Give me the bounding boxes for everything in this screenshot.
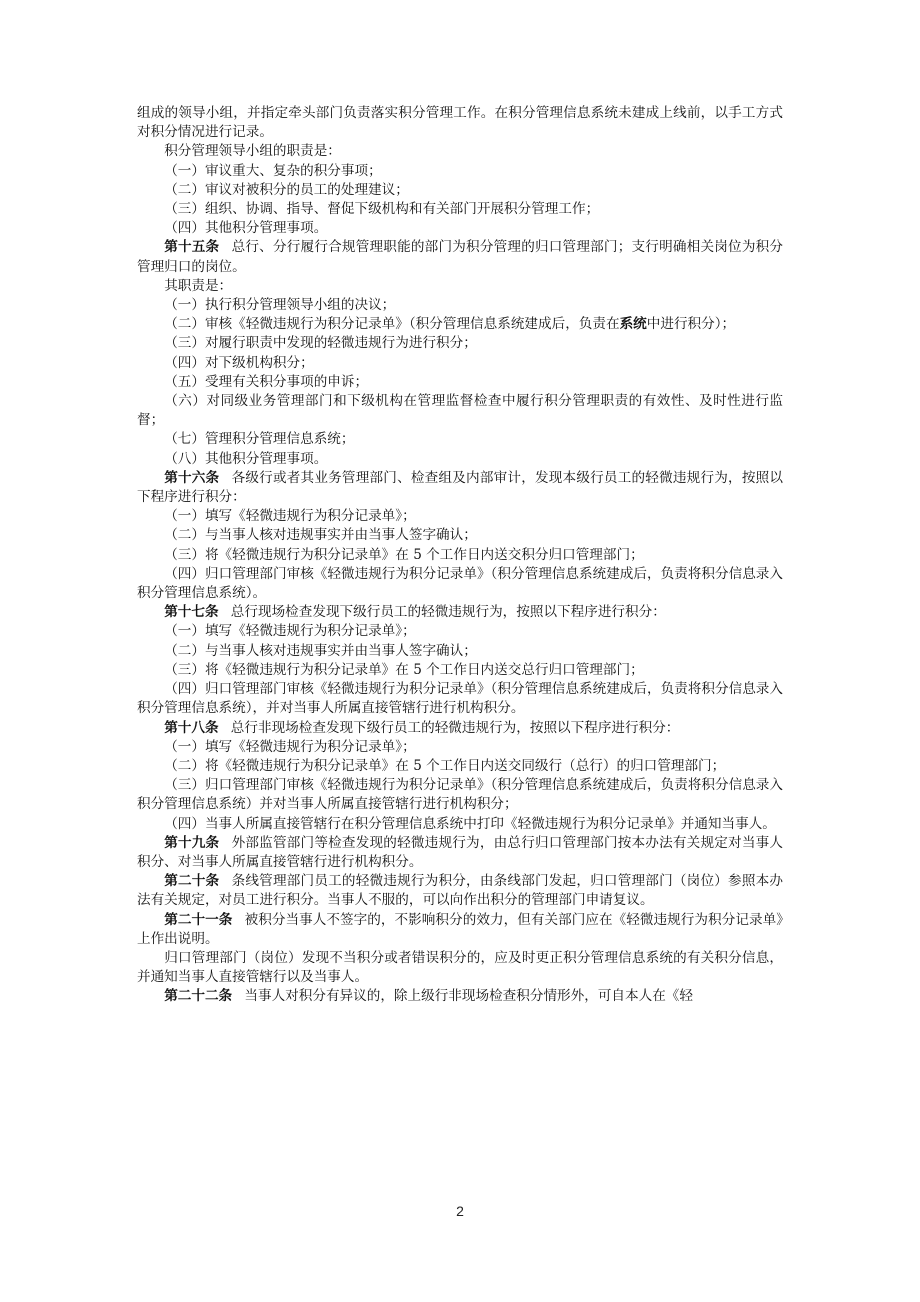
article-text: 总行现场检查发现下级行员工的轻微违规行为，按照以下程序进行积分： — [230, 604, 666, 621]
article-text: 条线管理部门员工的轻微违规行为积分，由条线部门发起，归口管理部门（岗位）参照本办法有关规定，对员工进行积分。当事人不服的，可以向作出积分的管理部门申请复议。 — [137, 873, 784, 909]
article-paragraph — [137, 872, 783, 910]
paragraph: （五）受理有关积分事项的申诉； — [164, 373, 369, 390]
paragraph: （三）组织、协调、指导、督促下级机构和有关部门开展积分管理工作； — [164, 201, 600, 218]
paragraph: （一）填写《轻微违规行为积分记录单》； — [164, 623, 416, 640]
paragraph: （三）将《轻微违规行为积分记录单》在 5 个工作日内送交积分归口管理部门； — [164, 546, 644, 563]
article-text: 被积分当事人不签字的，不影响积分的效力，但有关部门应在《轻微违规行为积分记录单》上作出说明。 — [137, 911, 784, 947]
article-text: 总行非现场检查发现下级行员工的轻微违规行为，按照以下程序进行积分： — [230, 719, 680, 736]
paragraph: （一）填写《轻微违规行为积分记录单》； — [164, 508, 416, 525]
paragraph: （八）其他积分管理事项。 — [164, 450, 328, 467]
article-paragraph — [137, 603, 783, 622]
paragraph: 积分管理领导小组的职责是： — [164, 143, 341, 160]
article-number: 第二十一条 — [164, 911, 233, 928]
article-number: 第十五条 — [164, 239, 220, 256]
article-paragraph — [137, 987, 783, 1006]
continuation-paragraph: 组成的领导小组，并指定牵头部门负责落实积分管理工作。在积分管理信息系统未建成上线前，以手工方式对积分情况进行记录。 — [137, 105, 783, 141]
paragraph: （三）归口管理部门审核《轻微违规行为积分记录单》（积分管理信息系统建成后，负责将积分信息录入积分管理信息系统）并对当事人所属直接管辖行进行机构积分； — [137, 777, 783, 813]
article-number: 第二十二条 — [164, 988, 233, 1005]
bold-term: 系统 — [619, 316, 647, 333]
list-paragraph — [137, 315, 783, 334]
article-text: 总行、分行履行合规管理职能的部门为积分管理的归口管理部门；支行明确相关岗位为积分管理归口的岗位。 — [137, 239, 784, 275]
paragraph-text: （二）审核《轻微违规行为积分记录单》（积分管理信息系统建成后，负责在 — [164, 316, 620, 333]
paragraph: （七）管理积分管理信息系统； — [164, 431, 355, 448]
paragraph: （四）归口管理部门审核《轻微违规行为积分记录单》（积分管理信息系统建成后，负责将积分信息录入积分管理信息系统），并对当事人所属直接管辖行进行机构积分。 — [137, 681, 783, 717]
article-paragraph — [137, 238, 783, 276]
paragraph: （四）对下级机构积分； — [164, 354, 314, 371]
paragraph: （四）其他积分管理事项。 — [164, 220, 328, 237]
article-number: 第十八条 — [164, 719, 219, 736]
article-paragraph — [137, 911, 783, 949]
page-number: 2 — [456, 1203, 464, 1219]
paragraph-text: 中进行积分）； — [646, 316, 736, 333]
article-paragraph — [137, 719, 783, 738]
paragraph: （四）当事人所属直接管辖行在积分管理信息系统中打印《轻微违规行为积分记录单》并通知当事人。 — [164, 815, 776, 832]
paragraph: （三）对履行职责中发现的轻微违规行为进行积分； — [164, 335, 477, 352]
paragraph: 归口管理部门（岗位）发现不当积分或者错误积分的，应及时更正积分管理信息系统的有关积分信息，并通知当事人直接管辖行以及当事人。 — [137, 949, 783, 986]
paragraph: （二）与当事人核对违规事实并由当事人签字确认； — [164, 527, 477, 544]
paragraph: （四）归口管理部门审核《轻微违规行为积分记录单》（积分管理信息系统建成后，负责将积分信息录入积分管理信息系统）。 — [137, 565, 783, 602]
paragraph: （六）对同级业务管理部门和下级机构在管理监督检查中履行积分管理职责的有效性、及时性进行监督； — [137, 393, 783, 429]
paragraph: 其职责是： — [164, 277, 233, 294]
paragraph: （二）审议对被积分的员工的处理建议； — [164, 181, 409, 198]
article-number: 第二十条 — [164, 873, 220, 890]
article-text: 外部监管部门等检查发现的轻微违规行为，由总行归口管理部门按本办法有关规定对当事人积分、对当事人所属直接管辖行进行机构积分。 — [137, 834, 784, 870]
paragraph: （二）与当事人核对违规事实并由当事人签字确认； — [164, 642, 477, 659]
paragraph: （一）填写《轻微违规行为积分记录单》； — [164, 738, 416, 755]
paragraph: （二）将《轻微违规行为积分记录单》在 5 个工作日内送交同级行（总行）的归口管理部门； — [164, 757, 726, 774]
paragraph: （一）执行积分管理领导小组的决议； — [164, 297, 396, 314]
document-body — [137, 104, 783, 1007]
article-number: 第十九条 — [164, 834, 220, 851]
paragraph: （三）将《轻微违规行为积分记录单》在 5 个工作日内送交总行归口管理部门； — [164, 661, 644, 678]
article-paragraph — [137, 834, 783, 872]
article-number: 第十七条 — [164, 604, 219, 621]
article-text: 当事人对积分有异议的，除上级行非现场检查积分情形外，可自本人在《轻 — [244, 988, 693, 1005]
paragraph: （一）审议重大、复杂的积分事项； — [164, 162, 382, 179]
article-text: 各级行或者其业务管理部门、检查组及内部审计，发现本级行员工的轻微违规行为，按照以下程序进行积分： — [137, 469, 784, 506]
article-paragraph — [137, 469, 783, 507]
article-number: 第十六条 — [164, 469, 220, 486]
